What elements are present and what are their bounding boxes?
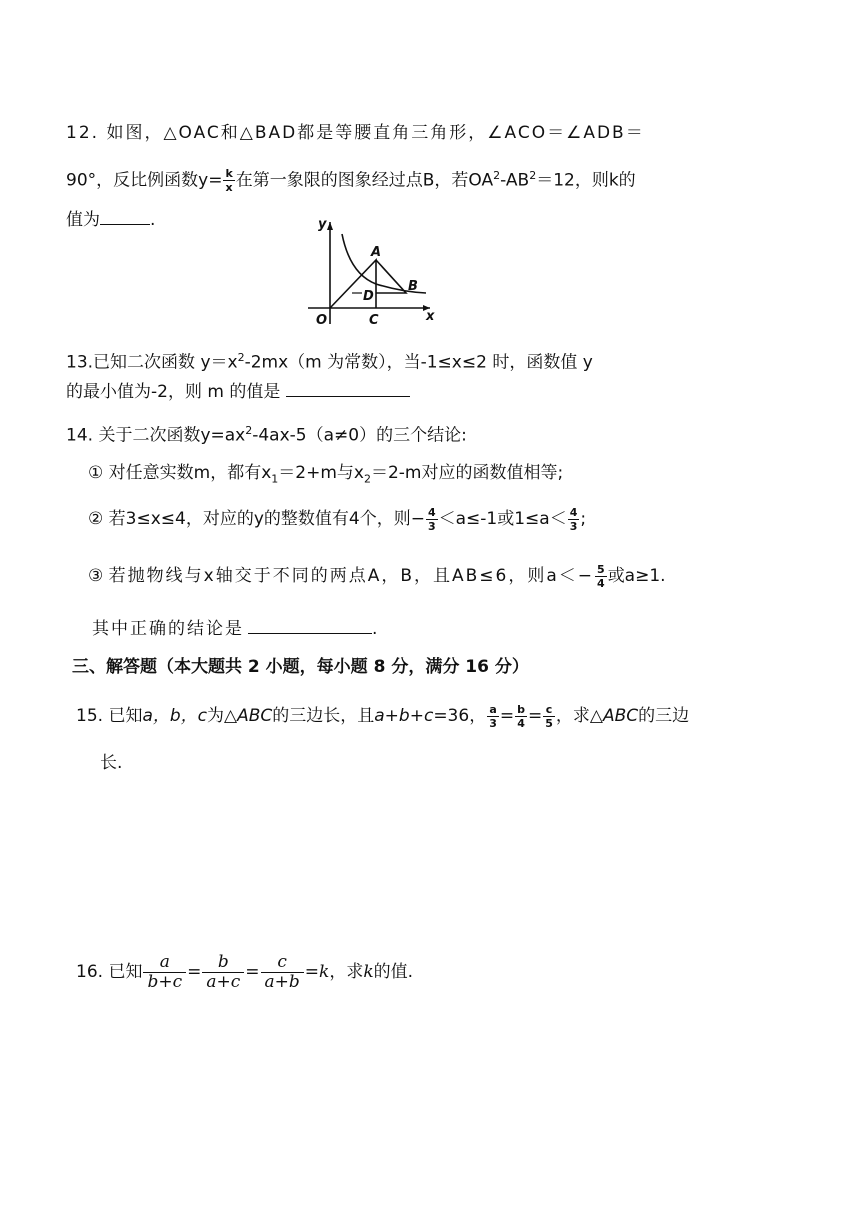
fraction-c-5 [543, 704, 555, 729]
q15-abc: ABC [237, 706, 273, 726]
fraction-numerator: 4 [427, 505, 436, 519]
q12-line3 [66, 206, 155, 233]
q14-c1-text-a: 对任意实数m，都有x [108, 463, 272, 483]
q15-line2 [100, 750, 122, 776]
y-axis-arrow-icon [327, 222, 333, 230]
fraction-denominator: 3 [489, 716, 497, 730]
q14-conclusion-line [92, 615, 377, 642]
q15-sum: a+b+c [374, 706, 434, 726]
q15-abc-2: ABC [602, 706, 639, 726]
q13-line1 [66, 345, 593, 376]
q12-line1 [66, 120, 645, 146]
fraction-numerator: 4 [569, 505, 578, 519]
fraction-numerator: a [487, 704, 499, 717]
q13-text-2: 的最小值为-2，则 m 的值是 [66, 382, 281, 402]
q12-text-3: 值为 [66, 210, 100, 230]
q15-text-b: 为△ [207, 706, 238, 726]
label-b: B [408, 279, 418, 294]
answer-blank[interactable] [286, 378, 410, 397]
q16-k-2: k [363, 962, 374, 982]
q14-c1-text-c: ＝2-m对应的函数值相等; [370, 463, 564, 483]
fraction-4-3 [426, 507, 438, 532]
q15-vars: a，b，c [142, 706, 208, 726]
section-3-title: 三、解答题（本大题共 2 小题，每小题 8 分，满分 16 分） [72, 657, 529, 677]
q14-conclusion-3 [88, 563, 666, 589]
q12-line2 [66, 163, 636, 194]
fraction-denominator: b+c [147, 971, 183, 992]
fraction-denominator: a+c [206, 971, 241, 992]
q15-text-c: 的三边长，且 [272, 706, 375, 726]
fraction-numerator: k [225, 167, 233, 181]
q16-text-b: ，求 [329, 962, 364, 982]
q13-text-1b: -2mx（m 为常数），当-1≤x≤2 时，函数值 y [244, 352, 593, 373]
answer-blank[interactable] [248, 615, 372, 634]
q12-figure [302, 212, 442, 332]
q16-text-c: 的值. [373, 962, 414, 982]
q14-conclusion-2 [88, 506, 586, 532]
fraction-denominator: x [225, 181, 233, 195]
fraction-denominator: a+b [264, 971, 300, 992]
q12-text-2c: -AB [500, 170, 530, 191]
section-heading [72, 654, 529, 680]
q14-c3-text-a: 若抛物线与x轴交于不同的两点A，B，且AB≤6，则a＜− [108, 566, 595, 586]
fraction-numerator: a [143, 954, 186, 973]
equals-sign: = [245, 962, 260, 982]
q14-conclusion-text: 其中正确的结论是 [92, 619, 244, 639]
q15-line1 [76, 703, 689, 729]
fraction-a-3 [487, 704, 499, 729]
label-x: x [426, 309, 435, 324]
fraction-denominator: 3 [427, 519, 436, 533]
q14-c2-text-a: 若3≤x≤4，对应的y的整数值有4个，则− [108, 509, 425, 529]
q16-k: k [319, 962, 330, 982]
fraction-4-3 [568, 507, 580, 532]
fraction-numerator: b [517, 702, 525, 716]
fraction-b-over-a-plus-c [202, 951, 244, 992]
answer-blank[interactable] [100, 206, 150, 225]
q14-intro [66, 418, 467, 449]
superscript: 2 [245, 424, 253, 437]
q12-text-2a: 90°，反比例函数y= [66, 170, 223, 191]
q16-text-a: 16. 已知 [76, 962, 143, 982]
equals-sign: = [304, 962, 320, 982]
q14-c1-text-b: ＝2+m与x [278, 463, 364, 483]
q16-line [76, 952, 413, 992]
label-c: C [369, 313, 379, 328]
superscript: 2 [529, 169, 537, 182]
equals-sign: = [187, 962, 202, 982]
label-y: y [318, 217, 327, 232]
equals-sign: = [527, 706, 543, 726]
fraction-b-4 [515, 704, 527, 729]
label-a: A [371, 245, 382, 260]
subscript: 1 [271, 472, 279, 486]
equals-sign: = [499, 706, 515, 726]
q14-conclusion-end: . [372, 619, 378, 639]
fraction-denominator: 3 [569, 519, 578, 533]
q12-text-2d: ＝12，则k的 [536, 170, 636, 191]
label-o: O [316, 313, 328, 328]
fraction-numerator: c [543, 704, 555, 717]
q13-line2 [66, 378, 410, 405]
superscript: 2 [237, 351, 245, 364]
fraction-denominator: 5 [545, 716, 553, 730]
fraction-denominator: 4 [597, 576, 605, 590]
q12-text-2b: 在第一象限的图象经过点B，若OA [235, 170, 494, 191]
q14-text-intro-b: -4ax-5（a≠0）的三个结论: [252, 425, 467, 446]
q15-text-a: 15. 已知 [76, 706, 143, 726]
q12-fraction-k-over-x [223, 168, 234, 193]
fraction-c-over-a-plus-b [261, 951, 304, 992]
q12-text-3-end: . [150, 210, 156, 230]
q14-conclusion-1 [88, 460, 563, 492]
q15-text-line2: 长. [100, 753, 123, 773]
q15-text-d: =36， [433, 706, 487, 726]
fraction-numerator: b [202, 954, 244, 973]
q12-text-1: 12. 如图，△OAC和△BAD都是等腰直角三角形，∠ACO＝∠ADB＝ [66, 123, 645, 143]
q14-c3-text-b: 或a≥1. [607, 566, 666, 586]
q14-text-intro: 14. 关于二次函数y=ax [66, 425, 246, 446]
circled-3: ③ [88, 566, 104, 586]
subscript: 2 [363, 472, 371, 486]
q15-text-f: 的三边 [638, 706, 690, 726]
superscript: 2 [493, 169, 501, 182]
circled-2: ② [88, 509, 104, 529]
q15-text-e: ，求△ [555, 706, 603, 726]
q13-text-1a: 13.已知二次函数 y＝x [66, 352, 238, 373]
fraction-a-over-b-plus-c [143, 951, 186, 992]
q14-c2-text-b: ＜a≤-1或1≤a＜ [438, 509, 567, 529]
fraction-denominator: 4 [517, 716, 525, 730]
circled-1: ① [88, 463, 104, 483]
label-d: D [363, 289, 374, 304]
fraction-numerator: 5 [597, 562, 605, 576]
fraction-numerator: c [261, 954, 304, 973]
q14-c2-text-c: ; [580, 509, 587, 529]
fraction-5-4 [595, 564, 607, 589]
